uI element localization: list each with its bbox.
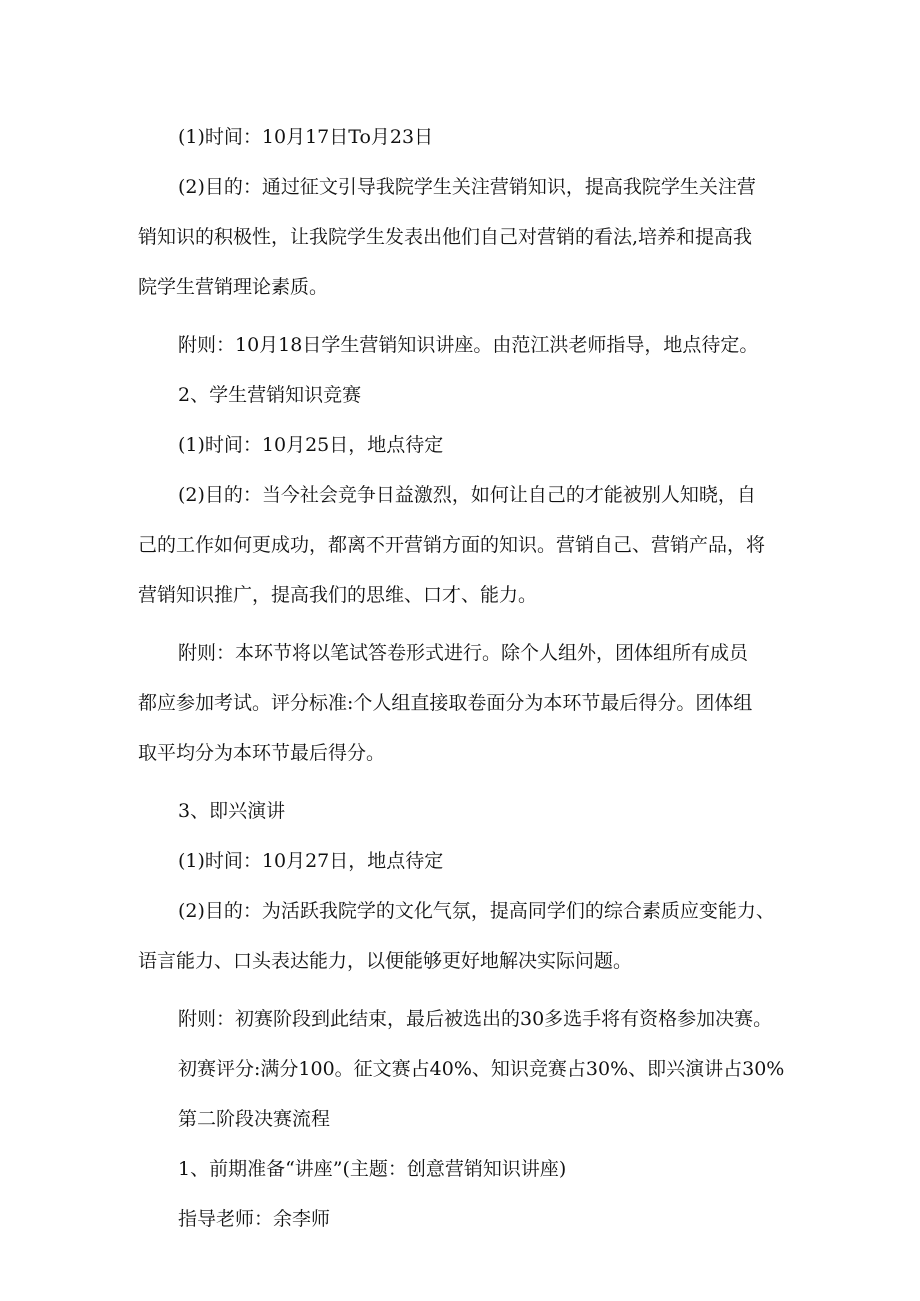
purpose-line-quiz-1: (2)目的：当今社会竞争日益激烈，如何让自己的才能被别人知晓，自 [178, 484, 756, 506]
purpose-line-essay-1: (2)目的：通过征文引导我院学生关注营销知识，提高我院学生关注营 [178, 176, 756, 198]
appendix-line-lecture: 附则：10月18日学生营销知识讲座。由范江洪老师指导，地点待定。 [178, 334, 759, 356]
purpose-line-quiz-2: 己的工作如何更成功，都离不开营销方面的知识。营销自己、营销产品，将 [138, 534, 766, 556]
appendix-line-quiz-3: 取平均分为本环节最后得分。 [138, 742, 386, 764]
purpose-line-quiz-3: 营销知识推广，提高我们的思维、口才、能力。 [138, 584, 538, 606]
section-heading-quiz: 2、学生营销知识竞赛 [178, 384, 362, 406]
instructor-line: 指导老师：余李师 [178, 1208, 331, 1230]
time-line-speech: (1)时间：10月27日，地点待定 [178, 850, 444, 872]
prelim-scoring-line: 初赛评分:满分100。征文赛占40%、知识竞赛占30%、即兴演讲占30% [178, 1058, 785, 1080]
purpose-line-essay-2: 销知识的积极性，让我院学生发表出他们自己对营销的看法,培养和提高我 [138, 226, 753, 248]
appendix-line-prelim-end: 附则：初赛阶段到此结束，最后被选出的30多选手将有资格参加决赛。 [178, 1008, 773, 1030]
stage-two-heading: 第二阶段决赛流程 [178, 1108, 331, 1130]
purpose-line-essay-3: 院学生营销理论素质。 [138, 276, 329, 298]
document-body [138, 112, 803, 1244]
time-line-essay: (1)时间：10月17日To月23日 [178, 126, 434, 148]
purpose-line-speech-2: 语言能力、口头表达能力，以便能够更好地解决实际问题。 [138, 950, 633, 972]
section-heading-preparation: 1、前期准备“讲座”(主题：创意营销知识讲座) [178, 1158, 567, 1180]
appendix-line-quiz-1: 附则：本环节将以笔试答卷形式进行。除个人组外，团体组所有成员 [178, 642, 749, 664]
section-heading-speech: 3、即兴演讲 [178, 800, 286, 822]
appendix-line-quiz-2: 都应参加考试。评分标准:个人组直接取卷面分为本环节最后得分。团体组 [138, 692, 753, 714]
purpose-line-speech-1: (2)目的：为活跃我院学的文化气氛，提高同学们的综合素质应变能力、 [178, 900, 775, 922]
time-line-quiz: (1)时间：10月25日，地点待定 [178, 434, 444, 456]
